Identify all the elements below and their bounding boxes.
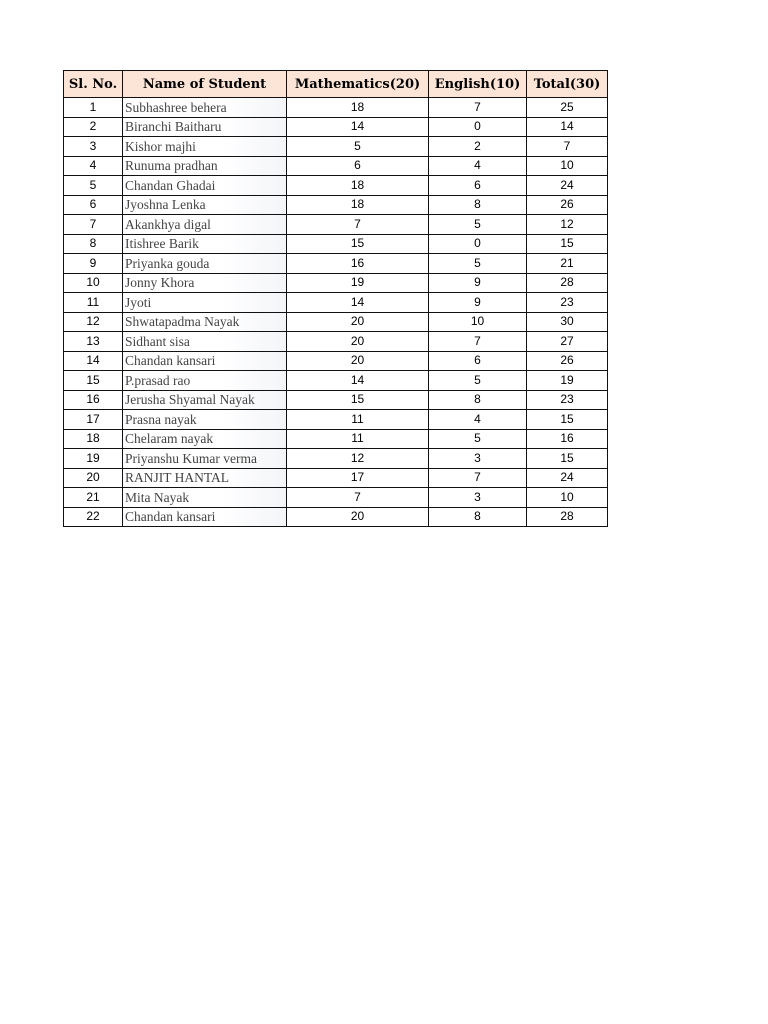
cell-total: 21 [527,254,608,274]
cell-student-name: Shwatapadma Nayak [123,312,287,332]
cell-total: 25 [527,98,608,118]
cell-sl-no: 9 [64,254,123,274]
cell-total: 30 [527,312,608,332]
table-row [64,468,608,488]
cell-mathematics: 11 [287,429,429,449]
table-row [64,390,608,410]
cell-sl-no: 12 [64,312,123,332]
cell-english: 7 [429,468,527,488]
cell-student-name: Chandan kansari [123,351,287,371]
cell-mathematics: 12 [287,449,429,469]
cell-english: 6 [429,176,527,196]
table-row [64,488,608,508]
cell-sl-no: 15 [64,371,123,391]
cell-mathematics: 18 [287,98,429,118]
cell-student-name: RANJIT HANTAL [123,468,287,488]
cell-english: 8 [429,390,527,410]
cell-mathematics: 20 [287,312,429,332]
cell-sl-no: 5 [64,176,123,196]
cell-total: 28 [527,273,608,293]
cell-student-name: Prasna nayak [123,410,287,430]
cell-mathematics: 20 [287,507,429,527]
cell-mathematics: 17 [287,468,429,488]
cell-total: 27 [527,332,608,352]
cell-total: 10 [527,156,608,176]
cell-english: 0 [429,117,527,137]
cell-mathematics: 18 [287,176,429,196]
cell-student-name: Chandan kansari [123,507,287,527]
table-row [64,195,608,215]
cell-sl-no: 22 [64,507,123,527]
cell-student-name: Jonny Khora [123,273,287,293]
cell-total: 19 [527,371,608,391]
cell-total: 23 [527,293,608,313]
table-row [64,117,608,137]
cell-student-name: Biranchi Baitharu [123,117,287,137]
cell-english: 5 [429,215,527,235]
table-row [64,507,608,527]
table-row [64,137,608,157]
cell-sl-no: 8 [64,234,123,254]
cell-student-name: Mita Nayak [123,488,287,508]
cell-sl-no: 18 [64,429,123,449]
cell-sl-no: 14 [64,351,123,371]
cell-student-name: Akankhya digal [123,215,287,235]
cell-student-name: Priyanka gouda [123,254,287,274]
cell-student-name: Jerusha Shyamal Nayak [123,390,287,410]
cell-sl-no: 16 [64,390,123,410]
cell-total: 12 [527,215,608,235]
table-row [64,351,608,371]
cell-total: 7 [527,137,608,157]
cell-total: 14 [527,117,608,137]
table-row [64,98,608,118]
cell-mathematics: 20 [287,351,429,371]
cell-sl-no: 1 [64,98,123,118]
cell-english: 8 [429,507,527,527]
cell-student-name: Priyanshu Kumar verma [123,449,287,469]
table-row [64,449,608,469]
cell-english: 2 [429,137,527,157]
cell-total: 26 [527,195,608,215]
cell-sl-no: 13 [64,332,123,352]
cell-mathematics: 5 [287,137,429,157]
cell-english: 6 [429,351,527,371]
cell-sl-no: 3 [64,137,123,157]
cell-english: 8 [429,195,527,215]
cell-student-name: Jyoti [123,293,287,313]
cell-english: 9 [429,273,527,293]
cell-total: 28 [527,507,608,527]
table-body [64,98,608,527]
cell-english: 5 [429,371,527,391]
cell-sl-no: 19 [64,449,123,469]
cell-mathematics: 18 [287,195,429,215]
cell-mathematics: 15 [287,390,429,410]
cell-total: 23 [527,390,608,410]
cell-total: 24 [527,468,608,488]
cell-total: 15 [527,234,608,254]
cell-mathematics: 20 [287,332,429,352]
cell-mathematics: 14 [287,371,429,391]
cell-english: 0 [429,234,527,254]
cell-student-name: Runuma pradhan [123,156,287,176]
table-row [64,273,608,293]
cell-mathematics: 7 [287,488,429,508]
cell-student-name: Itishree Barik [123,234,287,254]
table-row [64,156,608,176]
header-student-name: Name of Student [123,71,287,98]
cell-student-name: Subhashree behera [123,98,287,118]
header-row [64,71,608,98]
header-total: Total(30) [527,71,608,98]
cell-english: 4 [429,156,527,176]
cell-sl-no: 6 [64,195,123,215]
table-row [64,215,608,235]
cell-student-name: Kishor majhi [123,137,287,157]
header-mathematics: Mathematics(20) [287,71,429,98]
cell-student-name: Jyoshna Lenka [123,195,287,215]
cell-sl-no: 2 [64,117,123,137]
cell-total: 16 [527,429,608,449]
cell-sl-no: 10 [64,273,123,293]
table-row [64,254,608,274]
table-row [64,429,608,449]
table-row [64,371,608,391]
table-row [64,176,608,196]
header-sl-no: Sl. No. [64,71,123,98]
cell-sl-no: 17 [64,410,123,430]
cell-total: 24 [527,176,608,196]
cell-english: 3 [429,449,527,469]
cell-student-name: Sidhant sisa [123,332,287,352]
cell-total: 10 [527,488,608,508]
header-english: English(10) [429,71,527,98]
cell-english: 7 [429,98,527,118]
cell-sl-no: 4 [64,156,123,176]
cell-english: 10 [429,312,527,332]
cell-sl-no: 20 [64,468,123,488]
cell-mathematics: 7 [287,215,429,235]
cell-mathematics: 11 [287,410,429,430]
marks-table [63,70,608,527]
cell-student-name: P.prasad rao [123,371,287,391]
table-row [64,234,608,254]
cell-english: 3 [429,488,527,508]
cell-mathematics: 15 [287,234,429,254]
cell-sl-no: 7 [64,215,123,235]
cell-total: 15 [527,410,608,430]
cell-english: 4 [429,410,527,430]
cell-student-name: Chandan Ghadai [123,176,287,196]
cell-mathematics: 14 [287,117,429,137]
table-row [64,332,608,352]
cell-mathematics: 19 [287,273,429,293]
cell-sl-no: 21 [64,488,123,508]
cell-mathematics: 6 [287,156,429,176]
cell-english: 9 [429,293,527,313]
cell-english: 5 [429,254,527,274]
cell-student-name: Chelaram nayak [123,429,287,449]
table-row [64,293,608,313]
cell-total: 15 [527,449,608,469]
cell-english: 5 [429,429,527,449]
cell-mathematics: 16 [287,254,429,274]
cell-total: 26 [527,351,608,371]
table-row [64,312,608,332]
cell-english: 7 [429,332,527,352]
cell-mathematics: 14 [287,293,429,313]
table-row [64,410,608,430]
cell-sl-no: 11 [64,293,123,313]
